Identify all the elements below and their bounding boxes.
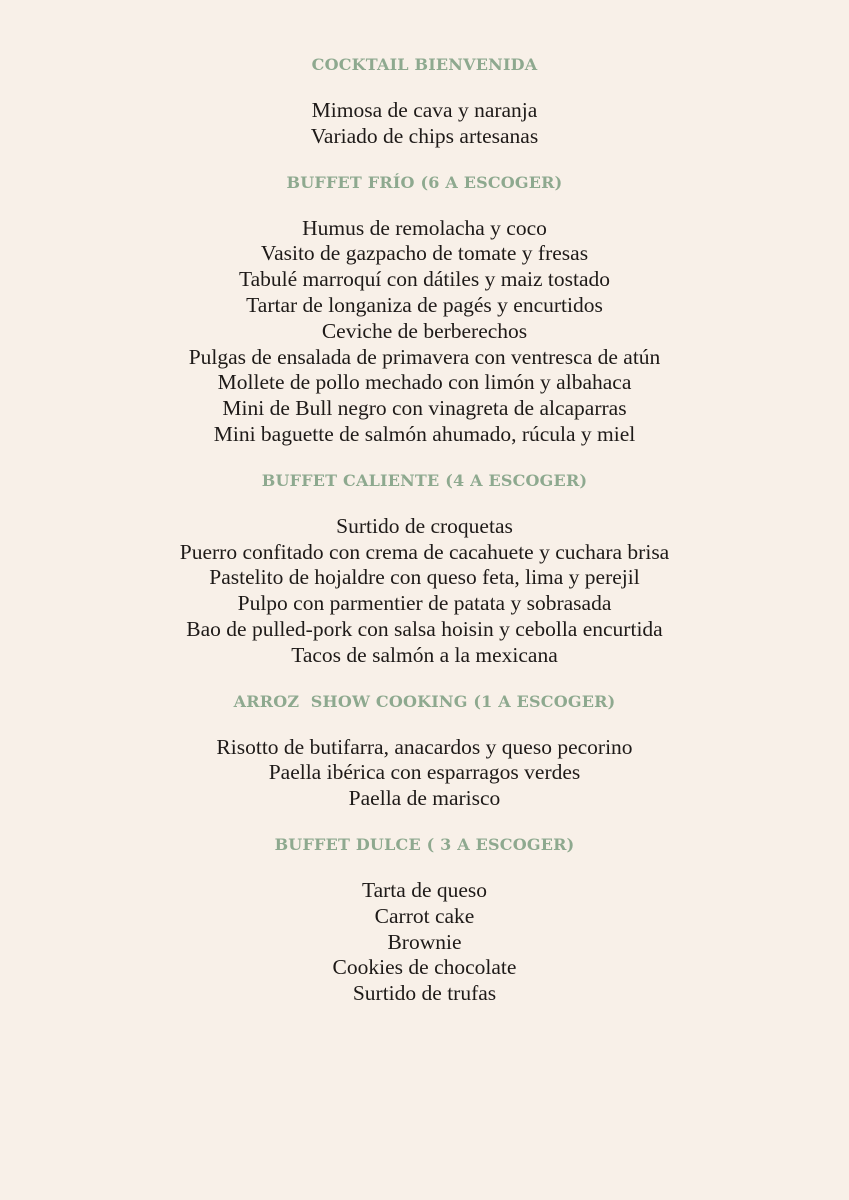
menu-item: Vasito de gazpacho de tomate y fresas [260,241,589,266]
section-title: BUFFET CALIENTE (4 A ESCOGER) [261,470,588,490]
menu-item: Mini baguette de salmón ahumado, rúcula y miel [213,421,636,446]
menu-item: Variado de chips artesanas [310,123,539,148]
menu-item: Mollete de pollo mechado con limón y albahaca [217,370,632,395]
menu-item: Brownie [387,929,462,954]
menu-item: Pulgas de ensalada de primavera con ventresca de atún [188,344,661,369]
item-list [0,514,849,669]
menu-item: Paella ibérica con esparragos verdes [268,760,581,785]
menu-item: Mini de Bull negro con vinagreta de alcaparras [222,396,627,421]
section-buffet-caliente [0,468,849,669]
menu-item: Mimosa de cava y naranja [311,98,538,122]
section-buffet-frio [0,170,849,448]
menu-item: Surtido de croquetas [336,513,513,538]
section-title: BUFFET FRÍO (6 A ESCOGER) [286,172,563,192]
menu-item: Ceviche de berberechos [321,318,528,343]
item-list [0,878,849,1007]
menu-item: Humus de remolacha y coco [302,215,547,240]
section-cocktail [0,52,849,150]
section-buffet-dulce [0,832,849,1007]
section-arroz [0,689,849,812]
menu-item: Tartar de longaniza de pagés y encurtidos [246,292,603,317]
menu-item: Bao de pulled-pork con salsa hoisin y cebolla encurtida [186,616,663,641]
menu [0,52,849,1027]
menu-item: Tabulé marroquí con dátiles y maiz tostado [238,267,611,292]
menu-item: Surtido de trufas [352,981,497,1006]
item-list [0,735,849,812]
menu-item: Tacos de salmón a la mexicana [291,642,558,667]
section-title: ARROZ SHOW COOKING (1 A ESCOGER) [233,691,616,711]
menu-item: Puerro confitado con crema de cacahuete y cuchara brisa [179,539,670,564]
menu-item: Risotto de butifarra, anacardos y queso pecorino [216,734,633,759]
item-list [0,98,849,150]
menu-item: Carrot cake [374,903,475,928]
menu-item: Cookies de chocolate [332,955,517,980]
menu-item: Tarta de queso [361,877,488,902]
section-title: COCKTAIL BIENVENIDA [311,55,538,74]
menu-item: Pulpo con parmentier de patata y sobrasada [237,591,612,616]
menu-item: Paella de marisco [348,786,501,811]
section-title: BUFFET DULCE ( 3 A ESCOGER) [274,834,575,854]
item-list [0,216,849,448]
menu-item: Pastelito de hojaldre con queso feta, lima y perejil [209,565,640,590]
